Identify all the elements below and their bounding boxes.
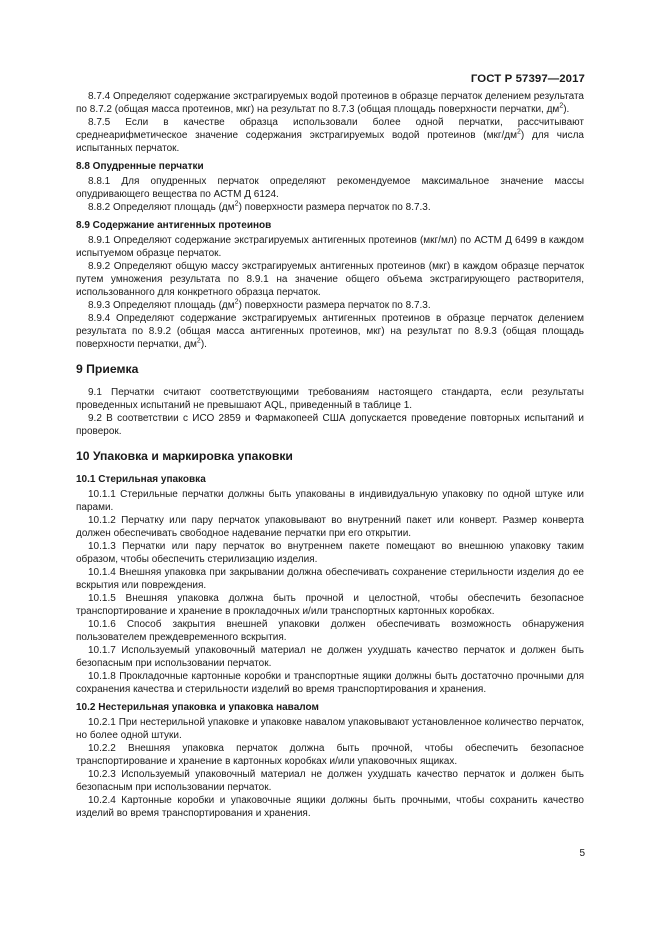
paragraph: 8.8.1 Для опудренных перчаток определяют рекомендуемое максимальное значение массы опудривающего вещества по АСТМ Д 6124. [76, 176, 584, 200]
paragraph: 8.7.5 Если в качестве образца использовали более одной перчатки, рассчитывают среднеарифметическое значение содержания экстрагируемых водой протеинов $(мкг/дм^2)$ для числа испытанных перчаток. [76, 117, 584, 154]
document-body [76, 90, 584, 820]
paragraph: 10.1.8 Прокладочные картонные коробки и транспортные ящики должны быть достаточно прочными для сохранения качества и стерильности изделий во время транспортирования и хранения. [76, 671, 584, 695]
paragraph: 10.1.5 Внешняя упаковка должна быть прочной и целостной, чтобы обеспечить безопасное транспортирование и хранение в прокладочных и/или транспортных картонных коробках. [76, 593, 584, 617]
paragraph: 8.9.1 Определяют содержание экстрагируемых антигенных протеинов (мкг/мл) по АСТМ Д 6499 в каждом испытуемом образце перчаток. [76, 235, 584, 259]
paragraph: 8.9.4 Определяют содержание экстрагируемых антигенных протеинов в образце перчаток делением результата по 8.9.2 (общая масса антигенных протеинов, мкг) на результат по 8.9.3 (общая площадь поверхности перчатки, $дм^2$). [76, 313, 584, 350]
paragraph: 8.7.4 Определяют содержание экстрагируемых водой протеинов в образце перчаток делением результата по 8.7.2 (общая масса протеинов, мкг) на результат по 8.7.3 (общая площадь поверхности перчатки, $дм^2$). [76, 91, 584, 115]
page-number: 5 [579, 848, 585, 859]
paragraph: 10.1.3 Перчатки или пару перчаток во внутреннем пакете помещают во внешнюю упаковку таким образом, чтобы обеспечить стерилизацию изделия. [76, 541, 584, 565]
paragraph: 10.2.3 Используемый упаковочный материал не должен ухудшать качество перчаток и должен быть безопасным при использовании перчаток. [76, 769, 584, 793]
subsection-heading: 8.8 Опудренные перчатки [76, 161, 204, 172]
paragraph: 10.2.2 Внешняя упаковка перчаток должна быть прочной, чтобы обеспечить безопасное транспортирование и хранение в картонных коробках и/или упаковочных ящиках. [76, 743, 584, 767]
subsection-heading: 8.9 Содержание антигенных протеинов [76, 220, 272, 231]
paragraph: 8.9.2 Определяют общую массу экстрагируемых антигенных протеинов (мкг) в каждом образце перчаток путем умножения результата по 8.9.1 на значение общего объема экстрагирующего растворителя, использованного для конкретного образца перчаток. [76, 261, 584, 298]
paragraph: 10.1.2 Перчатку или пару перчаток упаковывают во внутренний пакет или конверт. Размер конверта должен обеспечивать свободное надевание перчатки при его открытии. [76, 515, 584, 539]
section-heading: 10 Упаковка и маркировка упаковки [76, 449, 293, 463]
paragraph: 10.1.7 Используемый упаковочный материал не должен ухудшать качество перчаток и должен быть безопасным при использовании перчаток. [76, 645, 584, 669]
paragraph: 8.8.2 Определяют площадь $(дм^2)$ поверхности размера перчаток по 8.7.3. [88, 200, 431, 213]
subsection-heading: 10.2 Нестерильная упаковка и упаковка навалом [76, 702, 319, 713]
paragraph: 10.2.4 Картонные коробки и упаковочные ящики должны быть прочными, чтобы сохранить качество изделий во время транспортирования и хранения. [76, 795, 584, 819]
paragraph: 10.1.4 Внешняя упаковка при закрывании должна обеспечивать сохранение стерильности изделия до ее вскрытия или повреждения. [76, 567, 584, 591]
paragraph: 9.2 В соответствии с ИСО 2859 и Фармакопеей США допускается проведение повторных испытаний и проверок. [76, 413, 584, 437]
paragraph: 10.2.1 При нестерильной упаковке и упаковке навалом упаковывают установленное количество перчаток, но более одной штуки. [76, 717, 584, 741]
section-heading: 9 Приемка [76, 362, 139, 376]
paragraph: 10.1.1 Стерильные перчатки должны быть упакованы в индивидуальную упаковку по одной штуке или парами. [76, 489, 584, 513]
subsection-heading: 10.1 Стерильная упаковка [76, 474, 206, 485]
document-id: ГОСТ Р 57397—2017 [470, 73, 585, 85]
paragraph: 9.1 Перчатки считают соответствующими требованиям настоящего стандарта, если результаты проведенных испытаний не превышают AQL, приведенный в таблице 1. [76, 387, 584, 411]
paragraph: 8.9.3 Определяют площадь $(дм^2)$ поверхности размера перчаток по 8.7.3. [88, 298, 431, 311]
paragraph: 10.1.6 Способ закрытия внешней упаковки должен обеспечивать возможность обнаружения пользователем преждевременного вскрытия. [76, 619, 584, 643]
